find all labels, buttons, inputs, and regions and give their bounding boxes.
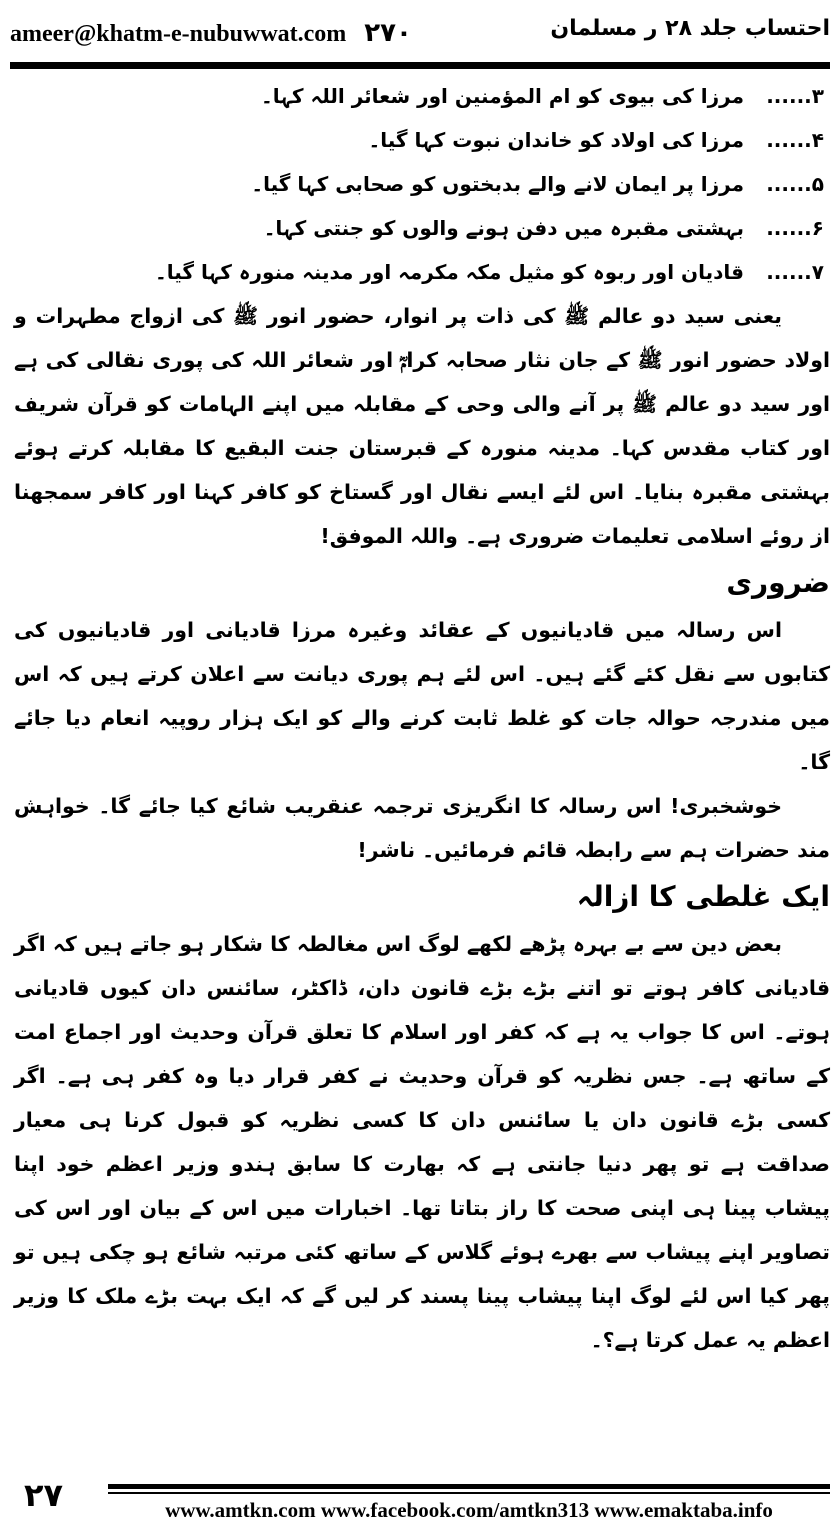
header-left xyxy=(10,18,412,48)
list-item-number: ۷...... xyxy=(766,260,824,284)
footer-rule-thick xyxy=(108,1484,830,1489)
list-item-text: مرزا کی اولاد کو خاندان نبوت کہا گیا۔ xyxy=(368,128,744,152)
paragraph-notice: اس رسالہ میں قادیانیوں کے عقائد وغیرہ مرزا قادیانی اور قادیانیوں کی کتابوں سے نقل کئے گئے ہیں۔ اس لئے ہم پوری دیانت سے اعلان کرتے ہیں کہ اس میں مندرجہ حوالہ جات کو غلط ثابت کرنے والے کو ایک ہزار روپیہ انعام دیا جائے گا۔ xyxy=(14,618,830,774)
list-item-text: قادیان اور ربوہ کو مثیل مکہ مکرمہ اور مدینہ منورہ کہا گیا۔ xyxy=(155,260,744,284)
list-item-number: ۴...... xyxy=(766,128,824,152)
list-item-text: مرزا کی بیوی کو ام المؤمنین اور شعائر اللہ کہا۔ xyxy=(260,84,744,108)
list-item xyxy=(14,250,830,294)
footer-page-number: ۲۷ xyxy=(24,1476,64,1514)
footer-rule-thin xyxy=(108,1492,830,1494)
list-item-number: ۳...... xyxy=(766,84,824,108)
page-footer xyxy=(10,1472,830,1532)
numbered-list xyxy=(14,74,830,294)
heading-misconception: ایک غلطی کا ازالہ xyxy=(576,880,830,913)
page-header xyxy=(10,8,830,62)
page-content xyxy=(14,74,830,1464)
header-book-title: احتساب جلد ۲۸ ر مسلمان xyxy=(550,16,830,41)
paragraph-summary: یعنی سید دو عالم ﷺ کی ذات پر انوار، حضور انور ﷺ کی ازواج مطہرات و اولاد حضور انور ﷺ کے جان نثار صحابہ کرامؓ اور شعائر اللہ کی پوری نقالی کی ہے اور سید دو عالم ﷺ پر آنے والی وحی کے مقابلہ میں اپنے الہامات کو قرآن شریف اور کتاب مقدس کہا۔ مدینہ منورہ کے قبرستان جنت البقیع کا مقابلہ کرتے ہوئے بہشتی مقبرہ بنایا۔ اس لئے ایسے نقال اور گستاخ کو کافر کہنا اور کافر سمجھنا از روئے اسلامی تعلیمات ضروری ہے۔ واللہ الموفق! xyxy=(14,304,830,548)
heading-zaroori: ضروری xyxy=(726,566,830,599)
paragraph-misconception: بعض دین سے بے بہرہ پڑھے لکھے لوگ اس مغالطہ کا شکار ہو جاتے ہیں کہ اگر قادیانی کافر ہوتے تو اتنے بڑے بڑے قانون دان، ڈاکٹر، سائنس دان کیوں قادیانی ہوتے۔ اس کا جواب یہ ہے کہ کفر اور اسلام کا تعلق قرآن وحدیث اور اجماع امت کے ساتھ ہے۔ جس نظریہ کو قرآن وحدیث نے کفر قرار دیا وہ کفر ہی ہے۔ اگر کسی بڑے قانون دان یا سائنس دان کا کسی نظریہ کو قبول کرنا ہی معیار صداقت ہے تو پھر دنیا جانتی ہے کہ بھارت کا سابق ہندو وزیر اعظم خود اپنا پیشاب پینا ہی اپنی صحت کا راز بتاتا تھا۔ اخبارات میں اس کے بیان اور اس کی تصاویر اپنے پیشاب سے بھرے ہوئے گلاس کے ساتھ کئی مرتبہ شائع ہو چکی ہیں تو پھر کیا اس لئے لوگ اپنا پیشاب پینا پسند کر لیں گے کہ ایک بہت بڑے ملک کا وزیر اعظم یہ عمل کرتا ہے؟۔ xyxy=(14,932,830,1352)
header-page-number: ۲۷۰ xyxy=(364,18,412,48)
list-item-number: ۶...... xyxy=(766,216,824,240)
footer-links: www.amtkn.com www.facebook.com/amtkn313 www.emaktaba.info xyxy=(165,1498,773,1522)
list-item-text: مرزا پر ایمان لانے والے بدبختوں کو صحابی کہا گیا۔ xyxy=(251,172,744,196)
paragraph-good-news: خوشخبری! اس رسالہ کا انگریزی ترجمہ عنقریب شائع کیا جائے گا۔ خواہش مند حضرات ہم سے رابطہ قائم فرمائیں۔ ناشر! xyxy=(14,794,830,862)
header-rule xyxy=(10,62,830,69)
list-item-number: ۵...... xyxy=(766,172,824,196)
list-item xyxy=(14,74,830,118)
header-email: ameer@khatm-e-nubuwwat.com xyxy=(10,21,347,47)
list-item xyxy=(14,118,830,162)
list-item-text: بہشتی مقبرہ میں دفن ہونے والوں کو جنتی کہا۔ xyxy=(263,216,744,240)
list-item xyxy=(14,162,830,206)
list-item xyxy=(14,206,830,250)
